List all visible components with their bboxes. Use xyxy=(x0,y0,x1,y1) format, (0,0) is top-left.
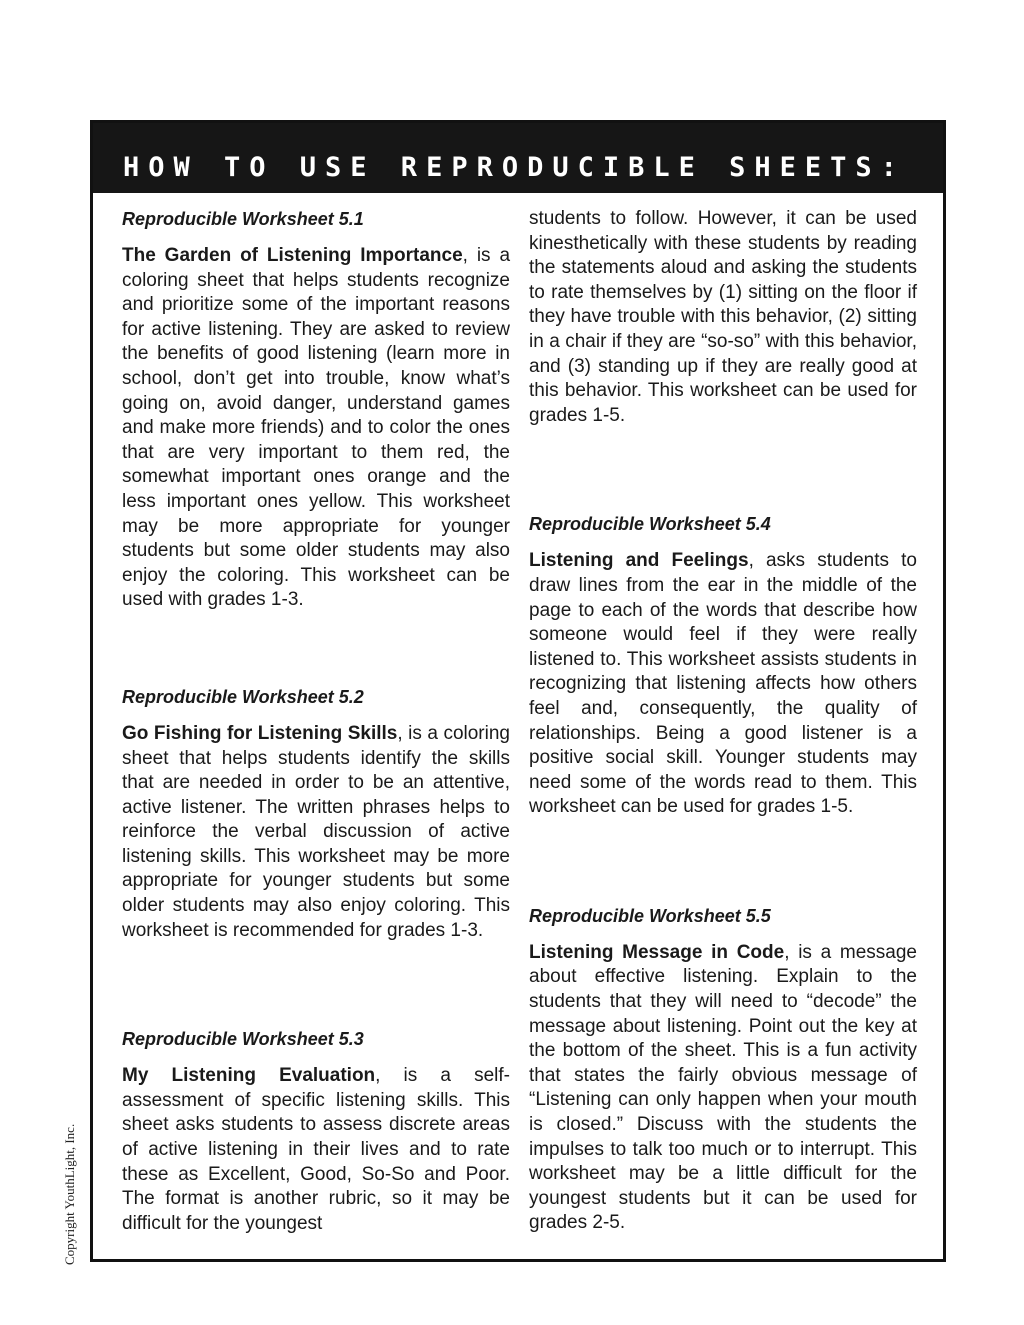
worksheet-description xyxy=(122,244,510,613)
worksheet-body: , is a message about effective listening. Explain to the students that they will need to “decode” the message about listening. Point out the key at the bottom of the sheet. This is a fun activity that states the fairly obvious message of “Listening can only happen when your mouth is closed.” Discuss with the students the impulses to talk too much or to interrupt. This worksheet may be a little difficult for the youngest students but it can be used for grades 2-5. xyxy=(529,941,917,1234)
worksheet-heading: Reproducible Worksheet 5.2 xyxy=(122,686,364,707)
worksheet-body: , is a coloring sheet that helps students identify the skills that are needed in order to be an attentive, active listener. The written phrases helps to reinforce the verbal discussion of active listening skills. This worksheet may be more appropriate for younger students but some older students may also enjoy coloring. This worksheet is recommended for grades 1-3. xyxy=(122,722,510,941)
worksheet-description xyxy=(529,549,917,820)
worksheet-5-2 xyxy=(122,685,510,943)
worksheet-5-1 xyxy=(122,207,510,613)
worksheet-heading: Reproducible Worksheet 5.3 xyxy=(122,1029,364,1050)
worksheet-title: The Garden of Listening Importance xyxy=(122,245,463,266)
worksheet-body: , is a self-assessment of specific listening skills. This sheet asks students to assess discrete areas of active listening in their lives and to rate these as Excellent, Good, So-So and Poor. The format is another rubric, so it may be difficult for the youngest xyxy=(122,1065,510,1234)
worksheet-5-4 xyxy=(529,512,917,820)
page-frame xyxy=(90,120,946,1262)
worksheet-body: , asks students to draw lines from the ear in the middle of the page to each of the words that describe how someone would feel if they were really listened to. This worksheet assists students in recognizing that listening affects how others feel and, consequently, the quality of relationships. Being a good listener is a positive social skill. Younger students may need some of the words read to them. This worksheet can be used for grades 1-5. xyxy=(529,550,917,818)
header-bar xyxy=(93,123,943,193)
worksheet-heading: Reproducible Worksheet 5.5 xyxy=(529,905,771,926)
copyright-notice: Copyright YouthLight, Inc. xyxy=(62,1123,77,1265)
page-title: HOW TO USE REPRODUCIBLE SHEETS: xyxy=(123,152,906,183)
worksheet-heading: Reproducible Worksheet 5.4 xyxy=(529,514,771,535)
worksheet-title: My Listening Evaluation xyxy=(122,1065,376,1087)
worksheet-heading: Reproducible Worksheet 5.1 xyxy=(122,209,364,229)
left-column xyxy=(122,207,510,1236)
worksheet-5-5 xyxy=(529,904,917,1236)
right-column xyxy=(529,207,917,1236)
worksheet-description xyxy=(529,941,917,1236)
worksheet-title: Go Fishing for Listening Skills xyxy=(122,722,398,744)
worksheet-title: Listening and Feelings xyxy=(529,550,749,572)
worksheet-body: , is a coloring sheet that helps students recognize and prioritize some of the important reasons for active listening. They are asked to review the benefits of good listening (learn more in school, don’t get into trouble, know what’s going on, avoid danger, understand games and make more friends) and to color the ones that are very important to them red, the somewhat important ones orange and the less important ones yellow. This worksheet may be more appropriate for younger students but some older students may also enjoy the coloring. This worksheet can be used with grades 1-3. xyxy=(122,245,511,611)
worksheet-description xyxy=(122,722,510,943)
worksheet-description xyxy=(122,1064,510,1236)
worksheet-5-3 xyxy=(122,1027,510,1236)
worksheet-5-3-continuation: students to follow. However, it can be used kinesthetically with these students by reading the statements aloud and asking the students to rate themselves by (1) sitting on the floor if they have trouble with this behavior, (2) sitting in a chair if they are “so-so” with this behavior, and (3) standing up if they are really good at this behavior. This worksheet can be used for grades 1-5. xyxy=(529,208,917,426)
worksheet-title: Listening Message in Code xyxy=(529,941,785,963)
